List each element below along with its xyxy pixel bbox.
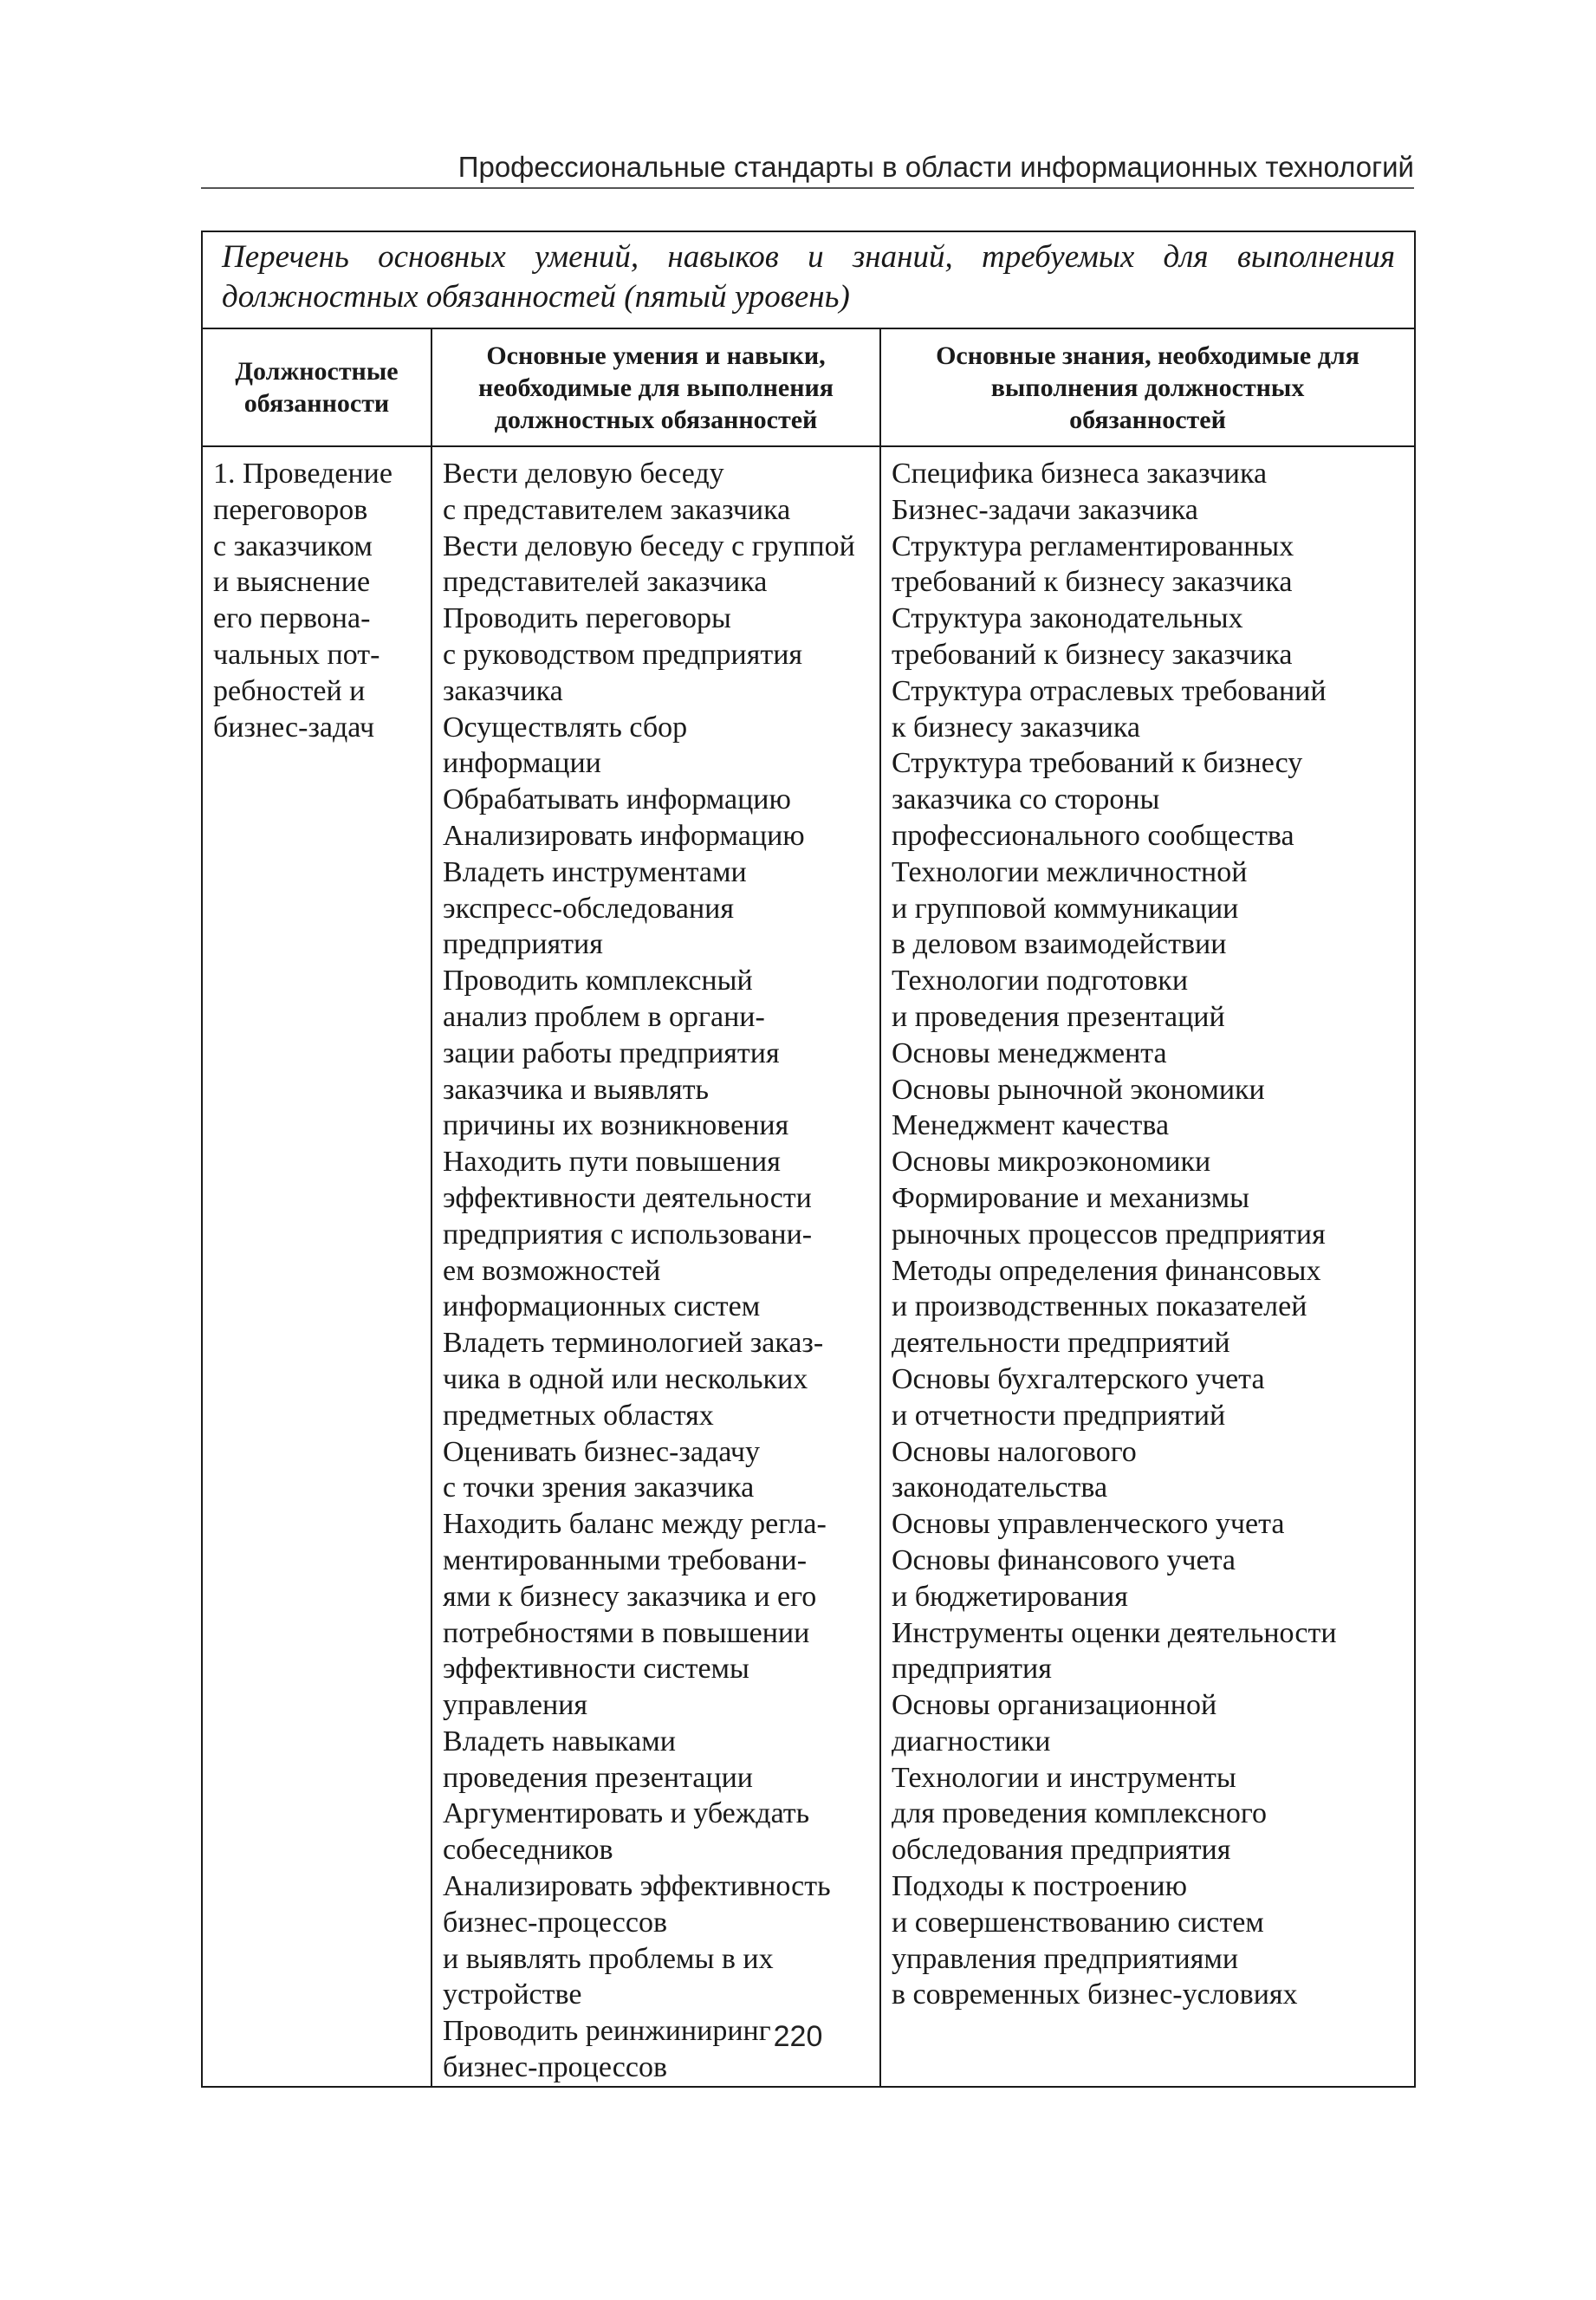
skill-line: ями к бизнесу заказчика и его [443, 1580, 817, 1613]
knowledge-line: Основы управленческого учета [892, 1508, 1285, 1541]
skill-line: Оценивать бизнес-задачу [443, 1435, 761, 1468]
duty-line: бизнес-задач [213, 711, 375, 744]
page-number: 220 [773, 2020, 823, 2053]
skill-line: бизнес-процессов [443, 1906, 668, 1939]
skill-line: Проводить комплексный [443, 965, 753, 997]
knowledge-line: и бюджетирования [892, 1580, 1128, 1613]
duty-line: 1. Проведение [213, 458, 393, 490]
knowledge-line: Структура регламентированных [892, 530, 1294, 562]
knowledge-line: Основы организационной [892, 1689, 1217, 1722]
skill-line: заказчика [443, 674, 563, 707]
knowledge-line: Основы финансового учета [892, 1543, 1236, 1576]
knowledge-line: Основы менеджмента [892, 1036, 1167, 1069]
skill-line: экспресс-обследования [443, 892, 735, 925]
header-duties [202, 328, 431, 446]
knowledge-line: Структура законодательных [892, 602, 1243, 635]
skill-line: Осуществлять сбор [443, 711, 688, 744]
header-line: выполнения должностных [990, 373, 1305, 402]
knowledge-cell [880, 446, 1415, 2087]
skill-line: представителей заказчика [443, 566, 768, 599]
skill-line: ем возможностей [443, 1254, 661, 1287]
skill-line: Находить пути повышения [443, 1146, 781, 1179]
knowledge-line: Бизнес-задачи заказчика [892, 493, 1198, 526]
skill-line: эффективности системы [443, 1653, 749, 1686]
knowledge-line: Основы бухгалтерского учета [892, 1362, 1265, 1395]
skill-line: Вести деловую беседу [443, 458, 724, 490]
knowledge-line: Основы налогового [892, 1435, 1137, 1468]
knowledge-line: Менеджмент качества [892, 1109, 1170, 1142]
skill-line: чика в одной или нескольких [443, 1362, 808, 1395]
knowledge-line: Технологии и инструменты [892, 1761, 1236, 1794]
knowledge-line: обследования предприятия [892, 1834, 1231, 1867]
knowledge-line: Методы определения финансовых [892, 1254, 1321, 1287]
knowledge-line: Структура требований к бизнесу [892, 747, 1303, 780]
knowledge-line: Структура отраслевых требований [892, 674, 1327, 707]
knowledge-line: и совершенствованию систем [892, 1906, 1264, 1939]
table-caption-row [202, 231, 1415, 328]
knowledge-line: к бизнесу заказчика [892, 711, 1140, 744]
skill-line: предприятия [443, 928, 603, 961]
knowledge-line: управления предприятиями [892, 1942, 1239, 1975]
header-line: должностных обязанностей [494, 405, 818, 434]
duty-line: его первона- [213, 602, 371, 635]
skill-line: Обрабатывать информацию [443, 783, 791, 816]
skill-line: ментированными требовани- [443, 1543, 808, 1576]
knowledge-line: требований к бизнесу заказчика [892, 638, 1293, 671]
header-line: Должностные [235, 357, 399, 386]
header-line: обязанности [243, 389, 390, 418]
skill-line: заказчика и выявлять [443, 1073, 710, 1106]
skill-line: устройстве [443, 1978, 582, 2011]
knowledge-line: Формирование и механизмы [892, 1181, 1249, 1214]
knowledge-line: Технологии межличностной [892, 855, 1248, 888]
skill-line: с точки зрения заказчика [443, 1472, 755, 1504]
skill-line: предприятия с использовани- [443, 1218, 813, 1251]
header-line: Основные умения и навыки, [486, 341, 826, 370]
skill-line: информации [443, 747, 601, 780]
skill-line: Анализировать эффективность [443, 1870, 831, 1903]
header-skills [431, 328, 880, 446]
knowledge-line: Основы рыночной экономики [892, 1073, 1265, 1106]
knowledge-line: и отчетности предприятий [892, 1399, 1226, 1432]
knowledge-line: Основы микроэкономики [892, 1146, 1211, 1179]
knowledge-line: заказчика со стороны [892, 783, 1160, 816]
header-knowledge [880, 328, 1415, 446]
knowledge-line: Подходы к построению [892, 1870, 1187, 1903]
skill-line: Аргументировать и убеждать [443, 1797, 810, 1830]
knowledge-line: законодательства [892, 1472, 1108, 1504]
skills-cell [431, 446, 880, 2087]
running-head: Профессиональные стандарты в области информационных технологий [457, 151, 1414, 183]
skill-line: эффективности деятельности [443, 1181, 812, 1214]
knowledge-line: предприятия [892, 1653, 1052, 1686]
knowledge-line: и производственных показателей [892, 1290, 1307, 1323]
skill-line: зации работы предприятия [443, 1036, 780, 1069]
header-line: Основные знания, необходимые для [936, 341, 1359, 370]
skill-line: Владеть терминологией заказ- [443, 1327, 824, 1360]
skill-line: управления [443, 1689, 587, 1722]
knowledge-line: Специфика бизнеса заказчика [892, 458, 1268, 490]
skill-line: проведения презентации [443, 1761, 753, 1794]
duty-line: ребностей и [213, 674, 366, 707]
header-line: необходимые для выполнения [477, 373, 834, 402]
skill-line: Находить баланс между регла- [443, 1508, 827, 1541]
skill-line: Владеть навыками [443, 1725, 676, 1757]
knowledge-line: рыночных процессов предприятия [892, 1218, 1326, 1251]
knowledge-line: и групповой коммуникации [892, 892, 1239, 925]
table-row [202, 446, 1415, 2087]
skill-line: Анализировать информацию [443, 819, 805, 852]
skill-line: Владеть инструментами [443, 855, 747, 888]
skill-line: информационных систем [443, 1290, 761, 1323]
skill-line: предметных областях [443, 1399, 714, 1432]
skill-line: потребностями в повышении [443, 1616, 810, 1649]
competency-table [201, 231, 1416, 2088]
knowledge-line: Технологии подготовки [892, 965, 1189, 997]
knowledge-line: Инструменты оценки деятельности [892, 1616, 1337, 1649]
knowledge-line: профессионального сообщества [892, 819, 1294, 852]
skill-line: бизнес-процессов [443, 2051, 668, 2084]
knowledge-line: и проведения презентаций [892, 1000, 1225, 1033]
duty-line: чальных пот- [213, 638, 380, 671]
skill-line: с представителем заказчика [443, 493, 791, 526]
knowledge-line: в современных бизнес-условиях [892, 1978, 1298, 2011]
header-line: обязанностей [1069, 405, 1226, 434]
skill-line: Вести деловую беседу с группой [443, 530, 855, 562]
knowledge-line: для проведения комплексного [892, 1797, 1267, 1830]
skill-line: и выявлять проблемы в их [443, 1942, 774, 1975]
duties-cell [202, 446, 431, 2087]
skill-line: собеседников [443, 1834, 613, 1867]
skill-line: анализ проблем в органи- [443, 1000, 765, 1033]
table-caption: Перечень основных умений, навыков и знаний, требуемых для выполнения должностных обязанностей (пятый уровень) [202, 231, 1415, 328]
knowledge-line: диагностики [892, 1725, 1051, 1757]
header-rule [201, 187, 1414, 189]
duty-line: с заказчиком [213, 530, 373, 562]
knowledge-line: требований к бизнесу заказчика [892, 566, 1293, 599]
knowledge-line: в деловом взаимодействии [892, 928, 1227, 961]
skill-line: Проводить реинжиниринг [443, 2015, 771, 2048]
skill-line: Проводить переговоры [443, 602, 731, 635]
skill-line: с руководством предприятия [443, 638, 803, 671]
knowledge-line: деятельности предприятий [892, 1327, 1230, 1360]
skill-line: причины их возникновения [443, 1109, 789, 1142]
duty-line: и выяснение [213, 566, 371, 599]
duty-line: переговоров [213, 493, 368, 526]
table-header-row [202, 328, 1415, 446]
